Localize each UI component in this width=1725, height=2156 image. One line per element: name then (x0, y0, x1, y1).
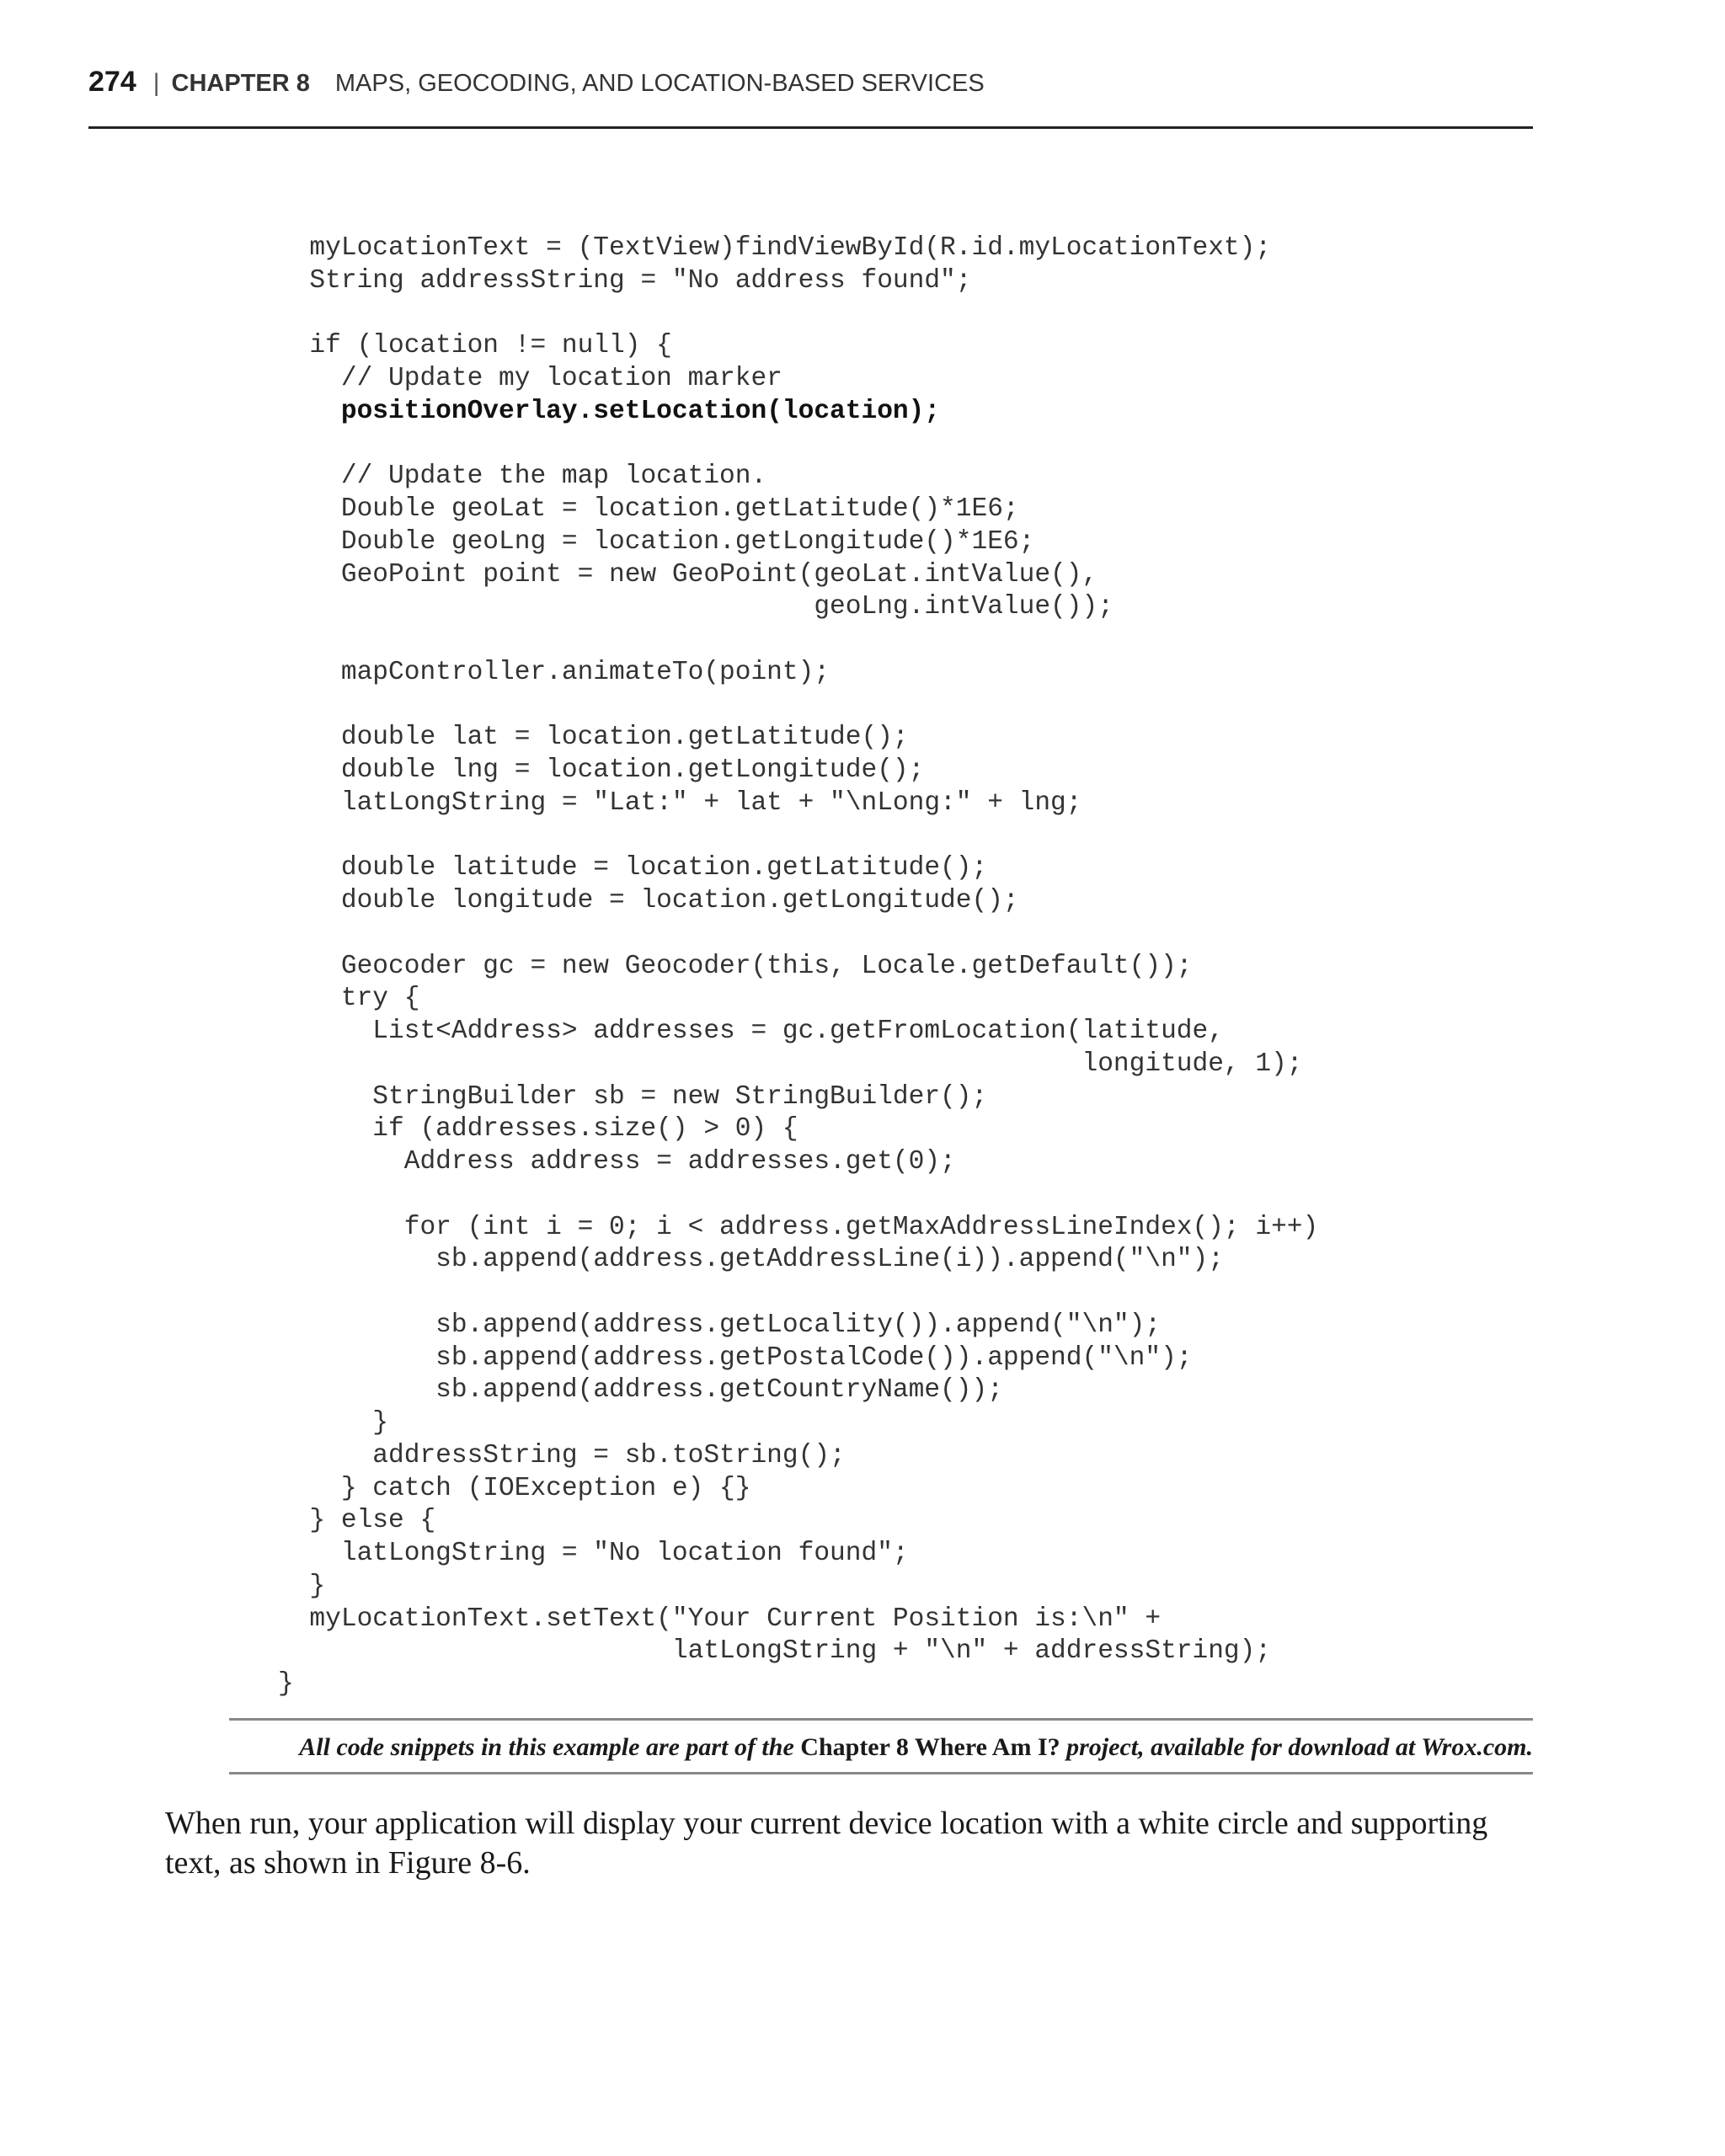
code-line: latLongString = "No location found"; (278, 1539, 909, 1568)
code-line: myLocationText.setText("Your Current Position is:\n" + (278, 1604, 1162, 1634)
code-line (278, 429, 1525, 462)
code-line: longitude, 1); (278, 1049, 1303, 1079)
code-line: double lng = location.getLongitude(); (278, 755, 925, 785)
code-line (278, 918, 1525, 951)
code-line: sb.append(address.getLocality()).append("\n"); (278, 1310, 1162, 1340)
code-line (278, 1277, 1525, 1310)
code-line: Geocoder gc = new Geocoder(this, Locale.getDefault()); (278, 951, 1193, 981)
code-line: StringBuilder sb = new StringBuilder(); (278, 1081, 988, 1112)
code-line: latLongString = "Lat:" + lat + "\nLong:" + lng; (278, 787, 1082, 818)
code-line: double lat = location.getLatitude(); (278, 723, 909, 753)
code-line: positionOverlay.setLocation(location); (278, 396, 941, 426)
code-line: latLongString + "\n" + addressString); (278, 1636, 1272, 1667)
code-line (278, 820, 1525, 853)
code-line: myLocationText = (TextView)findViewById(R.id.myLocationText); (278, 233, 1272, 263)
code-line: // Update the map location. (278, 462, 767, 492)
code-line: if (addresses.size() > 0) { (278, 1114, 798, 1145)
code-line: sb.append(address.getCountryName()); (278, 1375, 1003, 1406)
running-header (88, 66, 1533, 108)
code-line: addressString = sb.toString(); (278, 1440, 846, 1470)
chapter-label: CHAPTER 8 (171, 70, 310, 97)
code-line (278, 1179, 1525, 1212)
body-paragraph: When run, your application will display your current device location with a white circle and supporting text, as shown in Figure 8-6. (165, 1806, 1488, 1881)
page-number: 274 (88, 66, 136, 98)
code-download-note (229, 1733, 1533, 1762)
code-line: } else { (278, 1506, 436, 1536)
code-line: String addressString = "No address found"; (278, 265, 972, 296)
code-line: Address address = addresses.get(0); (278, 1147, 956, 1177)
code-line (278, 690, 1525, 723)
code-line (278, 624, 1525, 657)
note-project-name: Chapter 8 Where Am I? (800, 1733, 1060, 1761)
code-line: // Update my location marker (278, 364, 782, 393)
code-line: } (278, 1669, 294, 1699)
code-line: Double geoLat = location.getLatitude()*1E6; (278, 494, 1019, 524)
code-line: for (int i = 0; i < address.getMaxAddressLineIndex(); i++) (278, 1212, 1319, 1242)
code-line: geoLng.intValue()); (278, 592, 1114, 622)
code-line: if (location != null) { (278, 331, 672, 361)
header-rule (88, 126, 1533, 129)
note-text-2: project, available for download at Wrox.com. (1060, 1733, 1533, 1761)
note-rule-top (229, 1718, 1533, 1721)
code-line: double latitude = location.getLatitude(); (278, 853, 988, 883)
chapter-title: MAPS, GEOCODING, AND LOCATION-BASED SERVICES (334, 70, 985, 97)
code-line: } (278, 1408, 389, 1438)
code-line: sb.append(address.getAddressLine(i)).append("\n"); (278, 1245, 1224, 1275)
code-listing (278, 232, 1525, 1701)
code-line: } (278, 1571, 326, 1601)
code-line: List<Address> addresses = gc.getFromLocation(latitude, (278, 1017, 1224, 1046)
code-line: double longitude = location.getLongitude(); (278, 886, 1019, 915)
note-rule-bottom (229, 1772, 1533, 1774)
code-line: GeoPoint point = new GeoPoint(geoLat.intValue(), (278, 559, 1098, 590)
code-line (278, 298, 1525, 331)
code-line: Double geoLng = location.getLongitude()*1E6; (278, 526, 1035, 557)
code-line: } catch (IOException e) {} (278, 1473, 751, 1503)
code-line: sb.append(address.getPostalCode()).append("\n"); (278, 1342, 1193, 1373)
code-line: mapController.animateTo(point); (278, 657, 830, 687)
note-text-1: All code snippets in this example are part of the (299, 1733, 801, 1761)
header-separator: | (152, 69, 160, 97)
code-line: try { (278, 984, 420, 1014)
